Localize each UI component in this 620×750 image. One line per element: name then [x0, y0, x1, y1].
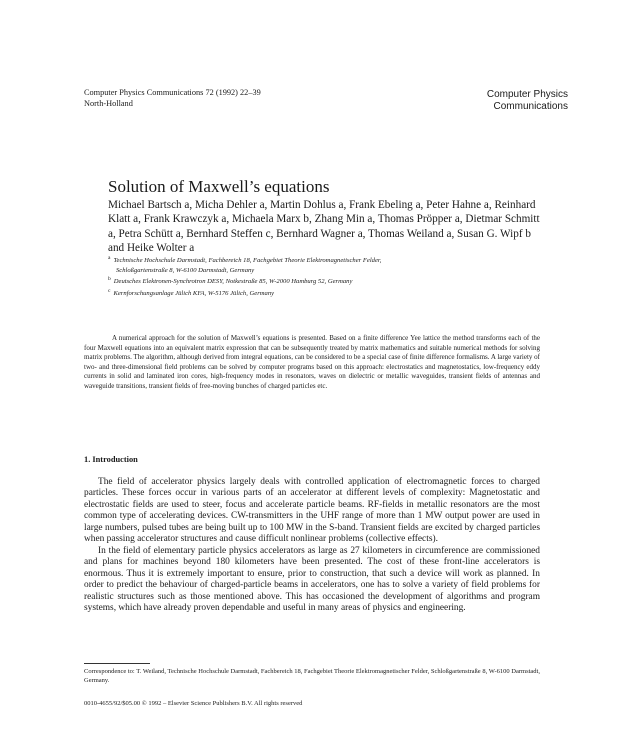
footnote-rule [84, 663, 150, 664]
affiliation-text: Schloßgartenstraße 8, W-6100 Darmstadt, Germany [116, 266, 255, 274]
copyright-line: 0010-4655/92/$05.00 © 1992 – Elsevier Science Publishers B.V. All rights reserved [84, 700, 303, 707]
paper-title: Solution of Maxwell’s equations [108, 177, 330, 196]
abstract: A numerical approach for the solution of Maxwell’s equations is presented. Based on a finite difference Yee lattice the method transforms each of the four Maxwell equations into an equivalent matrix expression that can be subsequently treated by matrix mathematics and suitable numerical methods for solving matrix problems. The algorithm, although derived from integral equations, can be considered to be a special case of finite difference formalisms. A large variety of two- and three-dimensional field problems can be solved by computer programs based on this approach: electrostatics and magnetostatics, low-frequency eddy currents in solid and laminated iron cores, high-frequency modes in resonators, waves on dielectric or metallic waveguides, transient fields of antennas and waveguide transitions, transient fields of free-moving bunches of charged particles etc. [84, 334, 540, 390]
affiliation-text: Deutsches Elektronen-Synchrotron DESY, Notkestraße 85, W-2000 Hamburg 52, Germany [113, 278, 353, 286]
affiliation-b [108, 275, 528, 287]
journal-name [487, 89, 568, 113]
publisher: North-Holland [84, 98, 133, 108]
journal-name-line2: Communications [493, 101, 568, 112]
affiliation-text: Technische Hochschule Darmstadt, Fachbereich 18, Fachgebiet Theorie Elektromagnetischer Felder, [113, 257, 382, 265]
journal-reference [84, 88, 261, 109]
affiliation-text: Kernforschungsanlage Jülich KFA, W-5176 Jülich, Germany [113, 290, 275, 298]
affiliation-a-continued [108, 266, 528, 276]
affiliation-mark: a [108, 255, 111, 261]
body-text [84, 477, 540, 614]
affiliation-a [108, 254, 528, 266]
paragraph: The field of accelerator physics largely deals with controlled application of electromagnetic forces to charged particles. These forces occur in various parts of an accelerator at different levels of complexity: Magnetostatic and electrostatic fields are used to steer, focus and accelerate particle beams. RF-fields in metallic resonators are the most common type of accelerating devices. CW-transmitters in the UHF range of more than 1 MW output power are used in large numbers, pulsed tubes are being built up to 100 MW in the S-band. Transient fields are excited by charged particles when passing accelerator structures and cause difficult nonlinear problems (collective effects). [84, 477, 540, 545]
affiliation-c [108, 287, 528, 299]
section-heading: 1. Introduction [84, 455, 138, 464]
paragraph: In the field of elementary particle physics accelerators as large as 27 kilometers in circumference are commissioned and plans for machines beyond 180 kilometers have been presented. The cost of these front-line accelerators is enormous. Thus it is extremely important to ensure, prior to construction, that such a device will work as planned. In order to predict the behaviour of charged-particle beams in accelerators, one has to solve a variety of field problems for realistic structures such as those mentioned above. This has occasioned the development of algorithms and program systems, which have already proven dependable and useful in many areas of physics and engineering. [84, 545, 540, 613]
correspondence-footnote: Correspondence to: T. Weiland, Technische Hochschule Darmstadt, Fachbereich 18, Fachgebiet Theorie Elektromagnetischer Felder, Schloßgartenstraße 8, W-6100 Darmstadt, Germany. [84, 668, 540, 685]
author-list: Michael Bartsch a, Micha Dehler a, Martin Dohlus a, Frank Ebeling a, Peter Hahne a, Reinhard Klatt a, Frank Krawczyk a, Michaela Marx b, Zhang Min a, Thomas Pröpper a, Dietmar Schmitt a, Petra Schütt a, Bernhard Steffen c, Bernhard Wagner a, Thomas Weiland a, Susan G. Wipf b and Heike Wolter a [108, 199, 540, 255]
affiliations [108, 254, 528, 299]
affiliation-mark: b [108, 276, 111, 283]
journal-citation: Computer Physics Communications 72 (1992) 22–39 [84, 88, 261, 97]
journal-name-line1: Computer Physics [486, 89, 568, 100]
affiliation-mark: c [108, 288, 111, 295]
